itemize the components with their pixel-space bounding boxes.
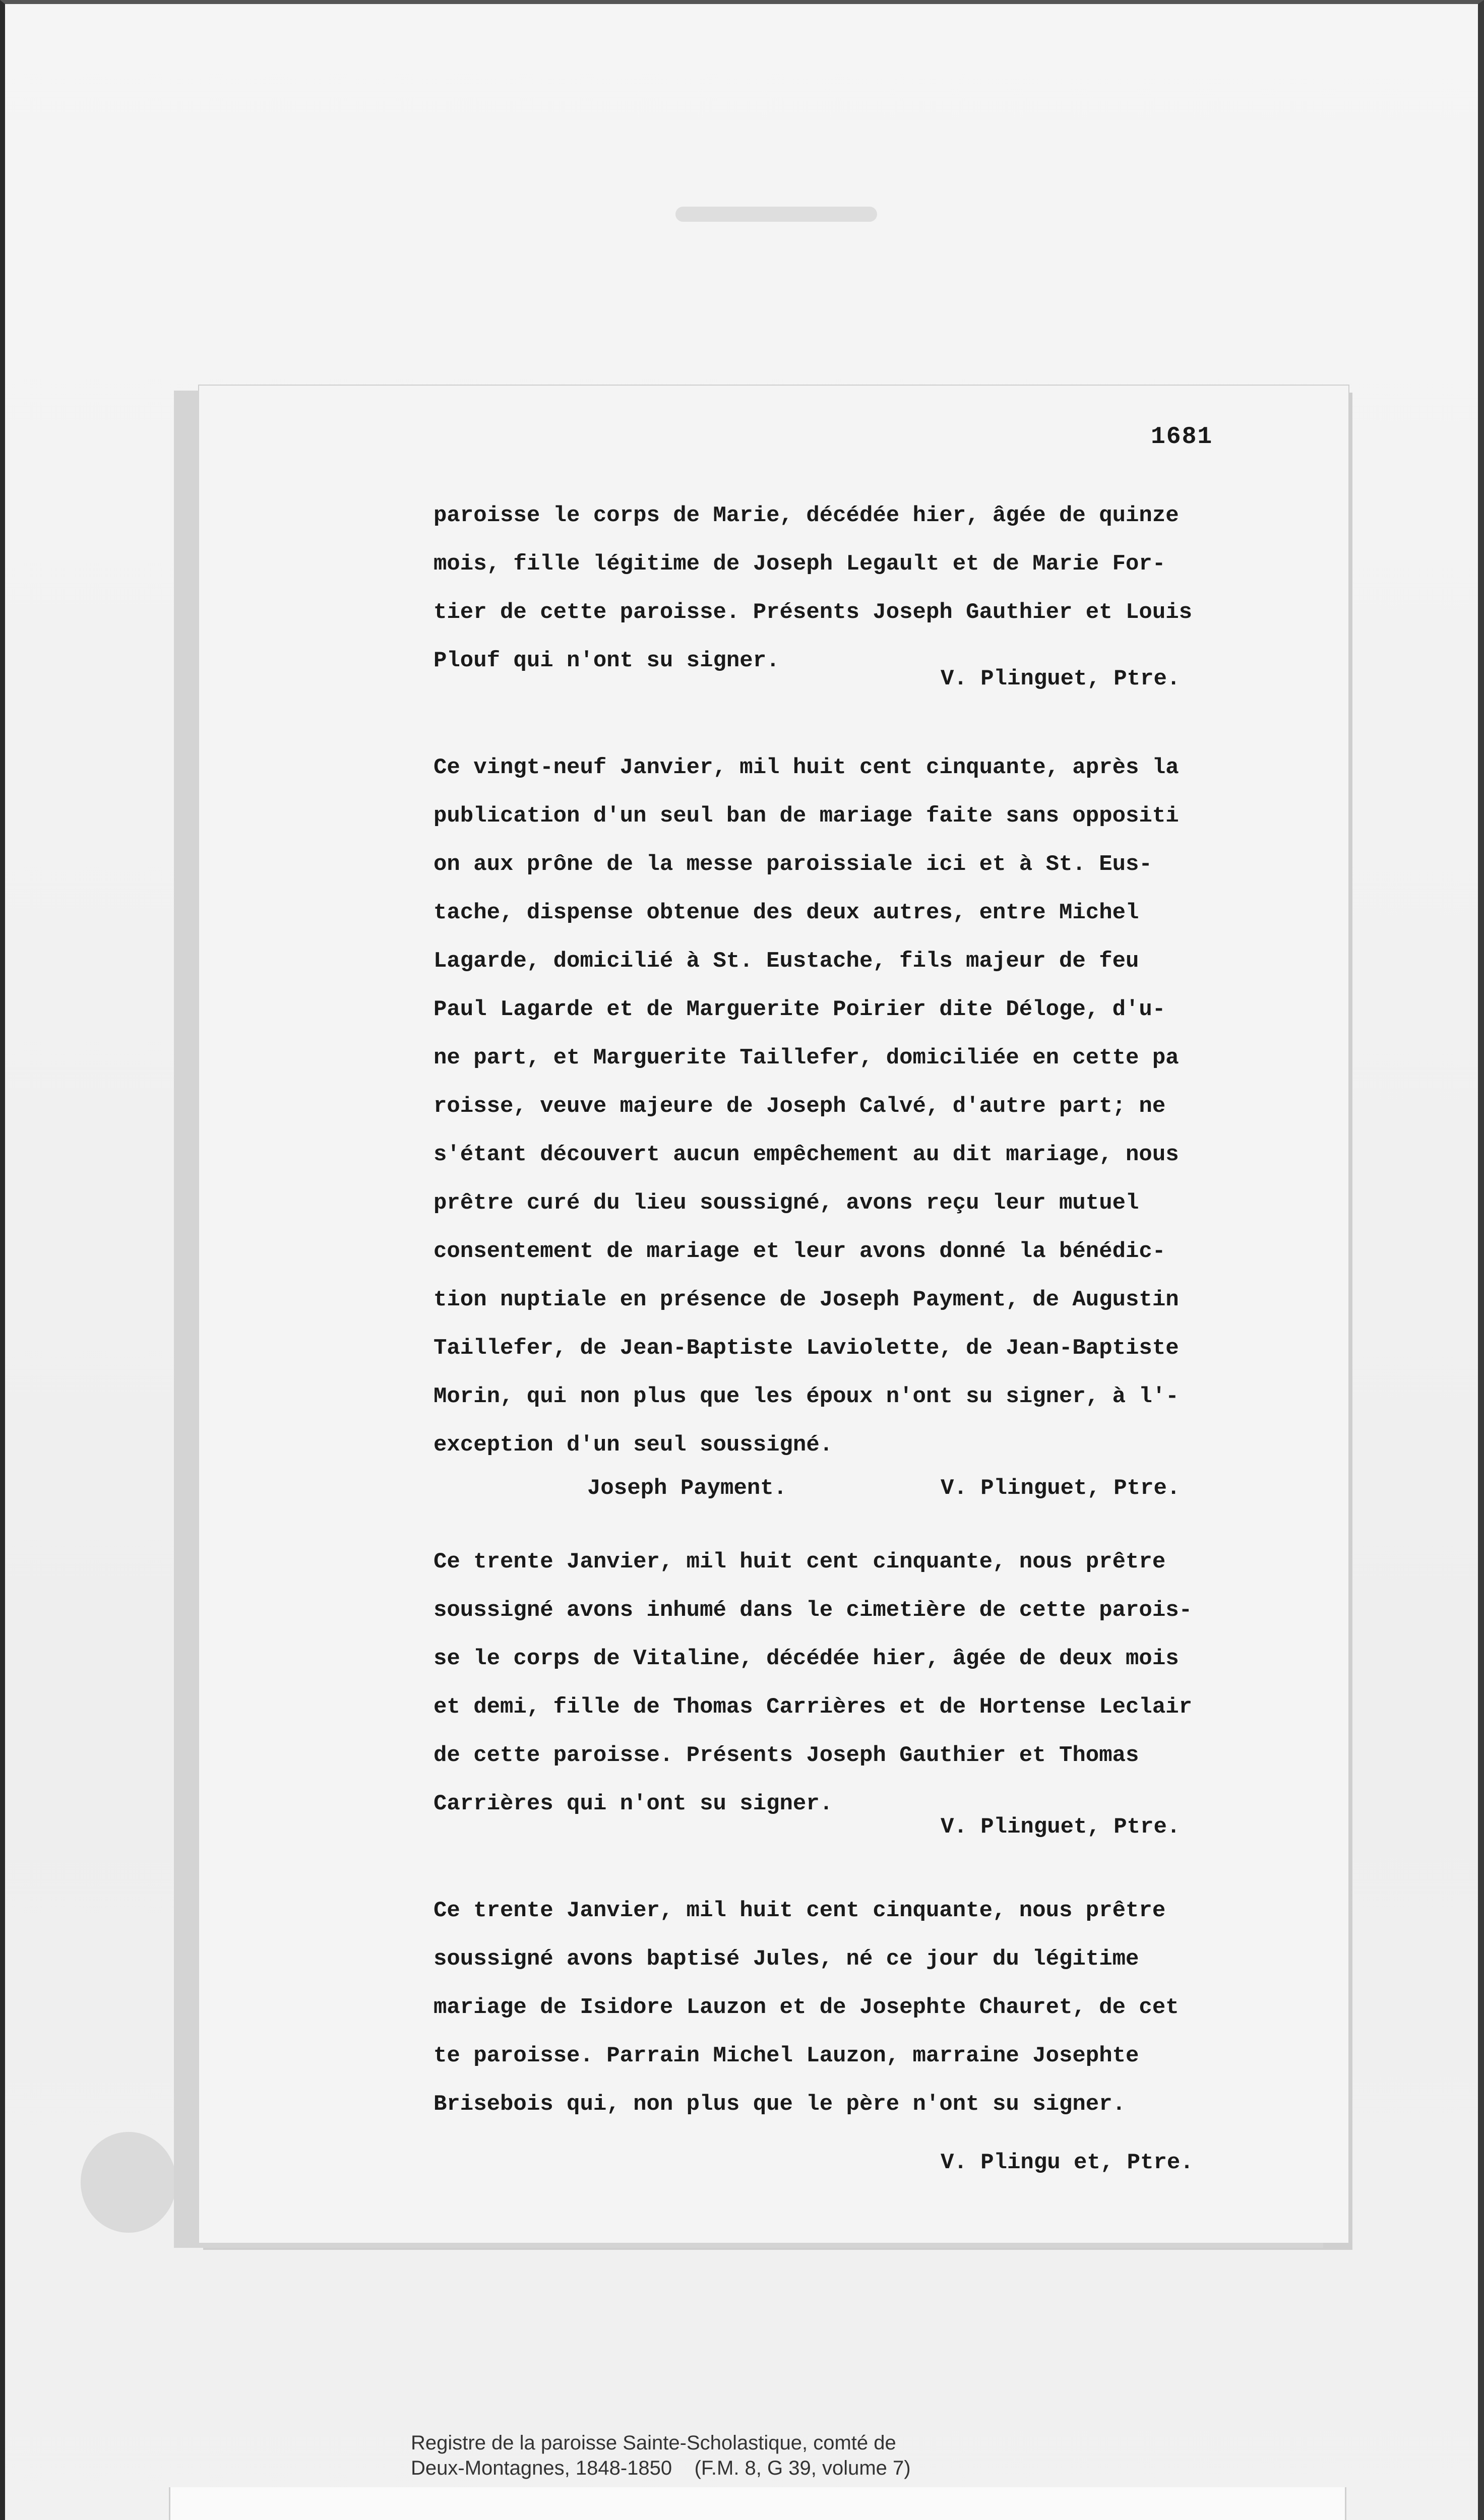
- witness-signature: Joseph Payment.: [587, 1476, 787, 1501]
- priest-signature: V. Plinguet, Ptre.: [941, 1814, 1181, 1840]
- text-line: soussigné avons inhumé dans le cimetière de cette parois-: [434, 1598, 1193, 1623]
- text-line: Carrières qui n'ont su signer.: [434, 1791, 833, 1816]
- signature-row: [434, 2138, 1270, 2187]
- text-line: exception d'un seul soussigné.: [434, 1432, 833, 1458]
- text-line: Lagarde, domicilié à St. Eustache, fils majeur de feu: [434, 949, 1139, 974]
- text-line: tier de cette paroisse. Présents Joseph Gauthier et Louis: [434, 600, 1193, 625]
- signature-row: [434, 1803, 1270, 1851]
- signature-row: [434, 655, 1270, 703]
- text-line: soussigné avons baptisé Jules, né ce jour du légitime: [434, 1946, 1139, 1972]
- text-line: te paroisse. Parrain Michel Lauzon, marraine Josephte: [434, 2043, 1139, 2068]
- caption-line: Deux-Montagnes, 1848-1850 (F.M. 8, G 39, volume 7): [411, 2457, 911, 2479]
- archives-stamp: [169, 2487, 1346, 2520]
- text-line: tache, dispense obtenue des deux autres, entre Michel: [434, 900, 1139, 925]
- text-line: on aux prône de la messe paroissiale ici et à St. Eus-: [434, 852, 1152, 877]
- film-smudge: [81, 2132, 176, 2233]
- text-line: Taillefer, de Jean-Baptiste Laviolette, de Jean-Baptiste: [434, 1336, 1179, 1361]
- priest-signature: V. Plinguet, Ptre.: [941, 1476, 1181, 1501]
- text-line: mois, fille légitime de Joseph Legault et de Marie For-: [434, 551, 1166, 577]
- caption-line: Registre de la paroisse Sainte-Scholastique, comté de: [411, 2432, 896, 2454]
- text-line: tion nuptiale en présence de Joseph Payment, de Augustin: [434, 1287, 1179, 1312]
- text-line: roisse, veuve majeure de Joseph Calvé, d'autre part; ne: [434, 1094, 1166, 1119]
- text-line: se le corps de Vitaline, décédée hier, âgée de deux mois: [434, 1646, 1179, 1671]
- text-line: ne part, et Marguerite Taillefer, domiciliée en cette pa: [434, 1045, 1179, 1070]
- priest-signature: V. Plingu et, Ptre.: [941, 2150, 1194, 2175]
- signature-row: [434, 1464, 1270, 1513]
- film-smudge: [675, 207, 877, 222]
- text-line: Ce trente Janvier, mil huit cent cinquante, nous prêtre: [434, 1898, 1166, 1923]
- page-number: 1681: [1151, 423, 1213, 451]
- register-text: [434, 491, 1270, 2187]
- text-line: de cette paroisse. Présents Joseph Gauthier et Thomas: [434, 1743, 1139, 1768]
- text-line: s'étant découvert aucun empêchement au dit mariage, nous: [434, 1142, 1179, 1167]
- priest-signature: V. Plinguet, Ptre.: [941, 666, 1181, 691]
- text-line: Ce trente Janvier, mil huit cent cinquante, nous prêtre: [434, 1549, 1166, 1574]
- text-line: publication d'un seul ban de mariage faite sans oppositi: [434, 803, 1179, 829]
- archive-caption: [411, 2430, 911, 2481]
- text-line: Ce vingt-neuf Janvier, mil huit cent cinquante, après la: [434, 755, 1179, 780]
- text-line: Morin, qui non plus que les époux n'ont su signer, à l'-: [434, 1384, 1179, 1409]
- text-line: mariage de Isidore Lauzon et de Josephte Chauret, de cet: [434, 1995, 1179, 2020]
- text-line: Paul Lagarde et de Marguerite Poirier dite Déloge, d'u-: [434, 997, 1166, 1022]
- text-line: Brisebois qui, non plus que le père n'ont su signer.: [434, 2092, 1126, 2117]
- text-line: paroisse le corps de Marie, décédée hier, âgée de quinze: [434, 503, 1179, 528]
- text-line: Plouf qui n'ont su signer.: [434, 648, 780, 673]
- text-line: consentement de mariage et leur avons donné la bénédic-: [434, 1239, 1166, 1264]
- text-line: et demi, fille de Thomas Carrières et de Hortense Leclair: [434, 1694, 1193, 1720]
- text-line: prêtre curé du lieu soussigné, avons reçu leur mutuel: [434, 1190, 1139, 1216]
